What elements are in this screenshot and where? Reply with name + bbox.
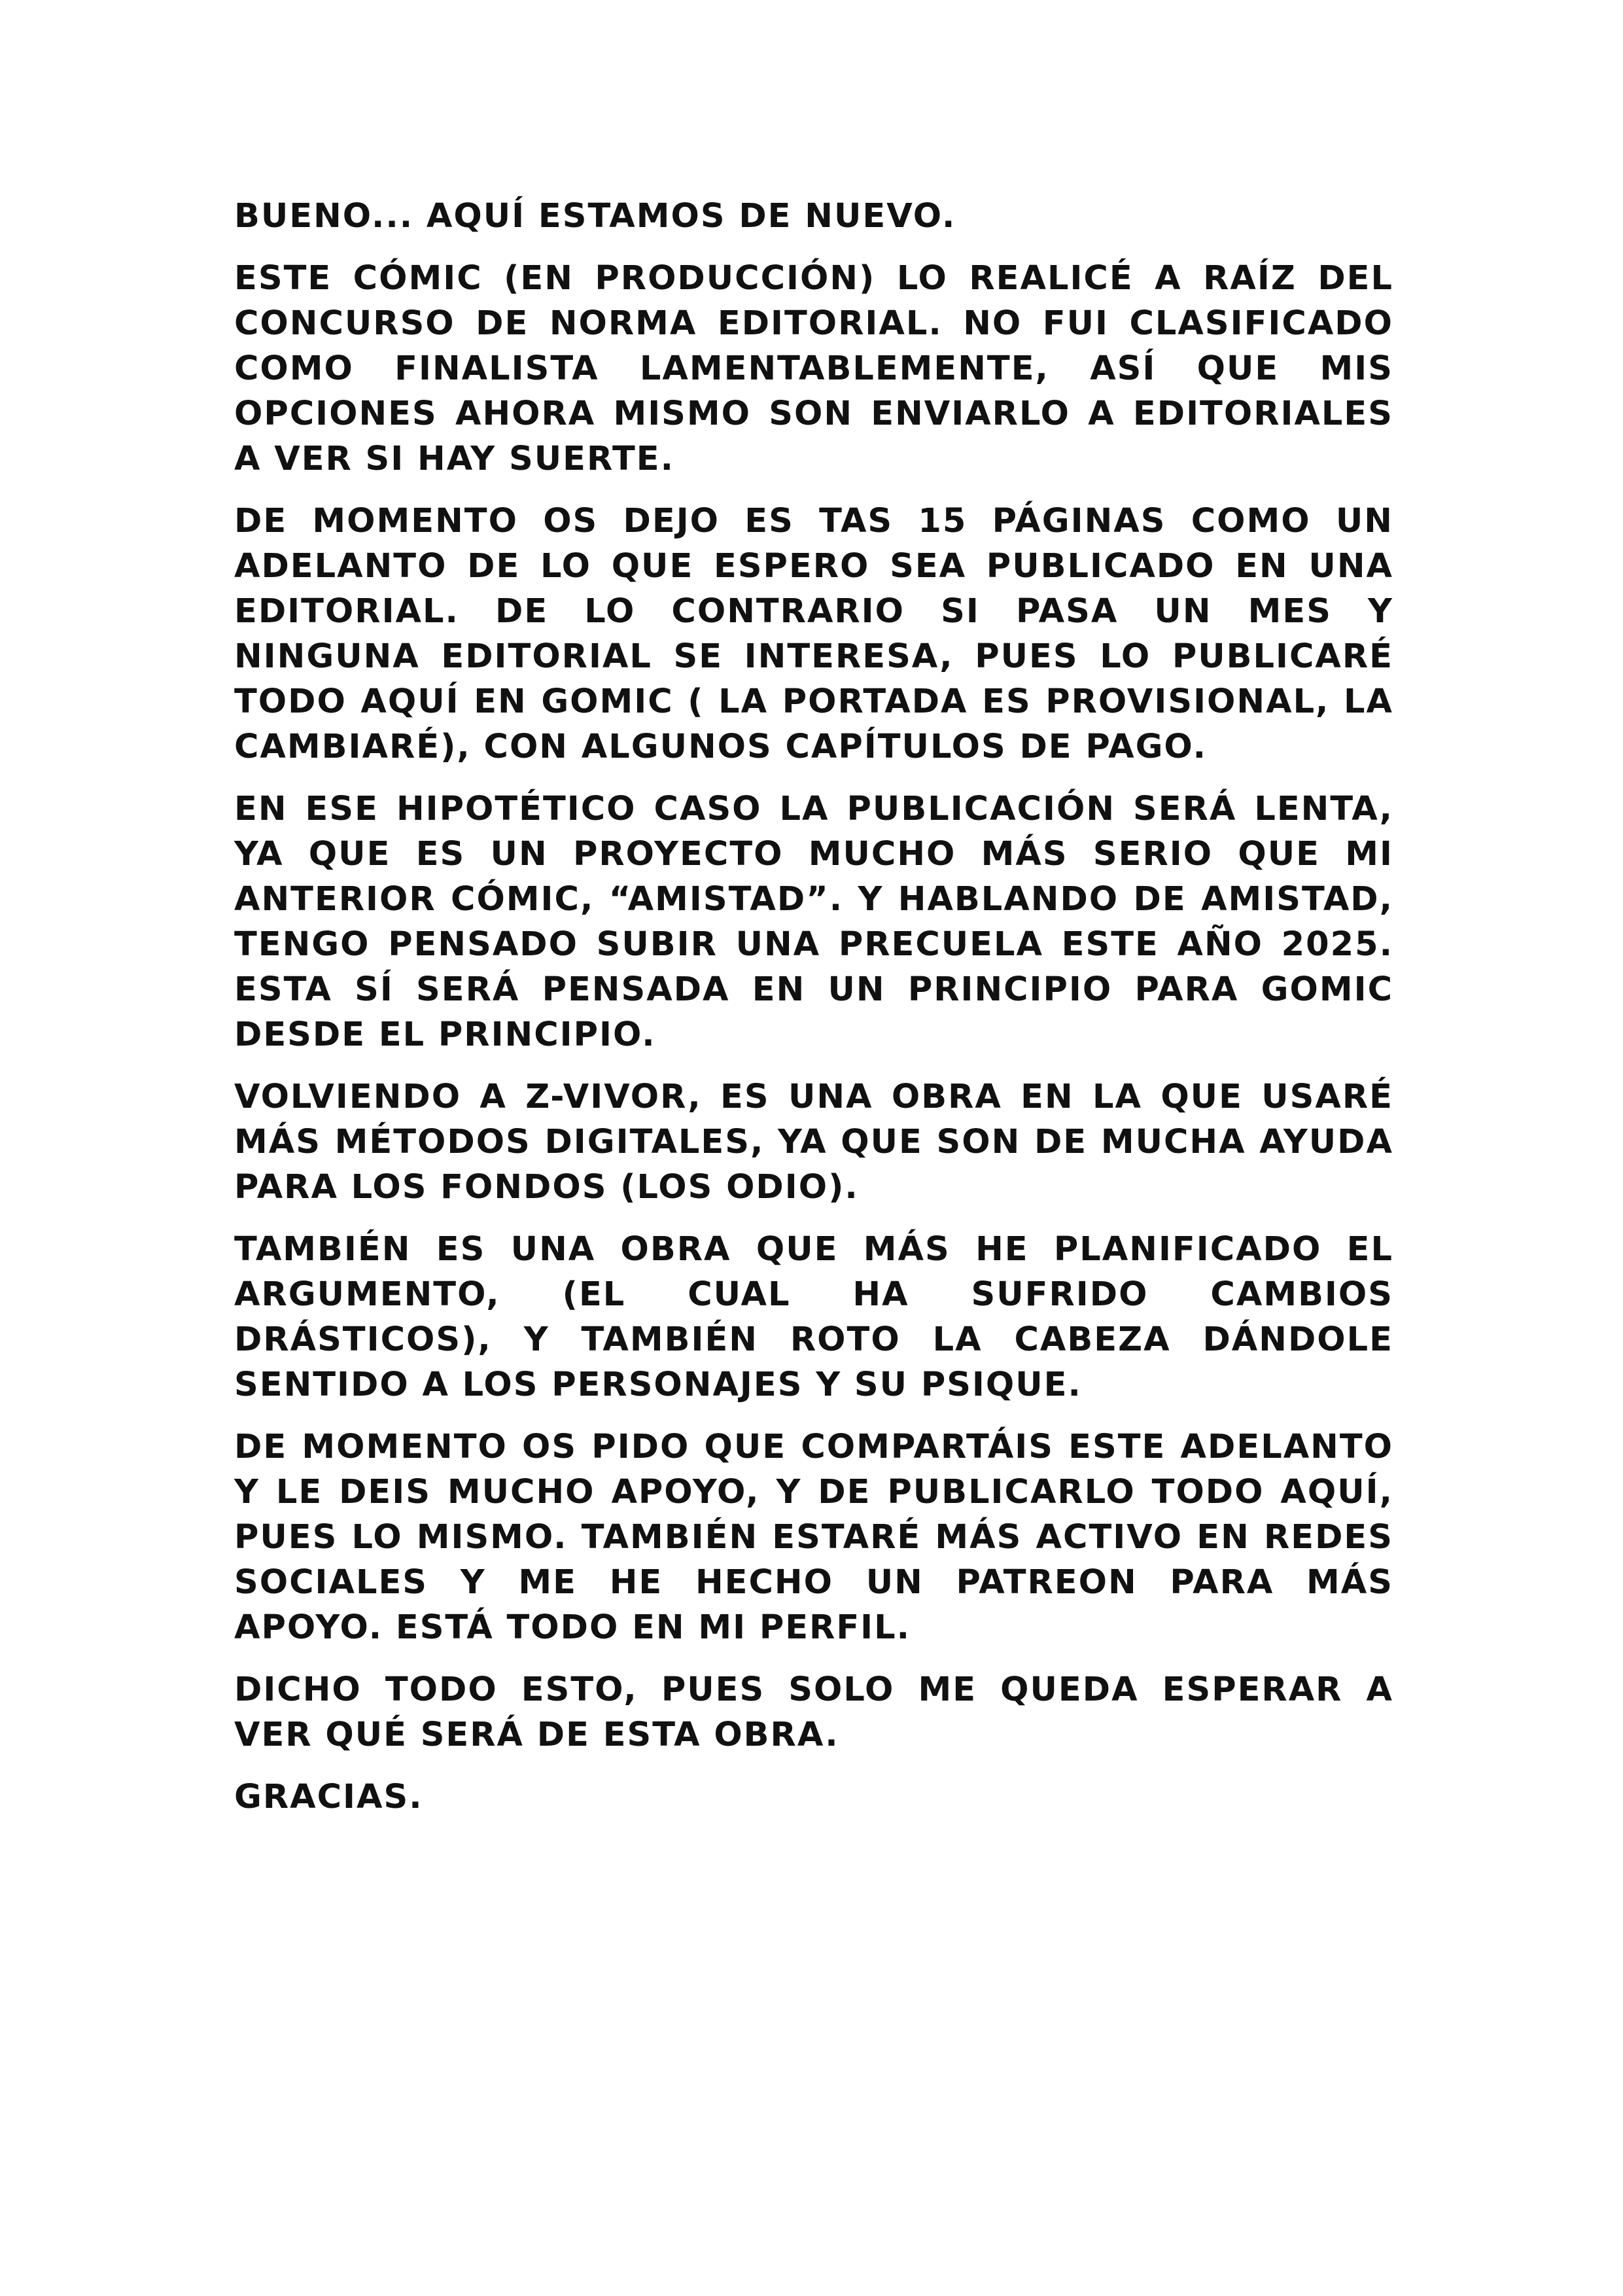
paragraph-support: DE MOMENTO OS PIDO QUE COMPARTÁIS ESTE ADELANTO Y LE DEIS MUCHO APOYO, Y DE PUBLICARLO TODO AQUÍ, PUES LO MISMO. TAMBIÉN ESTARÉ MÁS ACTIVO EN REDES SOCIALES Y ME HE HECHO UN PATREON PARA MÁS APOYO. ESTÁ TODO EN MI PERFIL. [234, 1428, 1393, 1647]
paragraph-closing: DICHO TODO ESTO, PUES SOLO ME QUEDA ESPERAR A VER QUÉ SERÁ DE ESTA OBRA. [234, 1670, 1393, 1754]
paragraph-contest: ESTE CÓMIC (EN PRODUCCIÓN) LO REALICÉ A RAÍZ DEL CONCURSO DE NORMA EDITORIAL. NO FUI CLASIFICADO COMO FINALISTA LAMENTABLEMENTE, ASÍ QUE MIS OPCIONES AHORA MISMO SON ENVIARLO A EDITORIALES A VER SI HAY SUERTE. [234, 259, 1393, 478]
paragraph-greeting: BUENO... AQUÍ ESTAMOS DE NUEVO. [234, 197, 956, 236]
paragraph-planning: TAMBIÉN ES UNA OBRA QUE MÁS HE PLANIFICADO EL ARGUMENTO, (EL CUAL HA SUFRIDO CAMBIOS DRÁSTICOS), Y TAMBIÉN ROTO LA CABEZA DÁNDOLE SENTIDO A LOS PERSONAJES Y SU PSIQUE. [234, 1230, 1393, 1404]
paragraph-digital-methods: VOLVIENDO A Z-VIVOR, ES UNA OBRA EN LA QUE USARÉ MÁS MÉTODOS DIGITALES, YA QUE SON DE MUCHA AYUDA PARA LOS FONDOS (LOS ODIO). [234, 1078, 1393, 1207]
letter-body [234, 194, 1393, 1837]
paragraph-preview: DE MOMENTO OS DEJO ES TAS 15 PÁGINAS COMO UN ADELANTO DE LO QUE ESPERO SEA PUBLICADO EN UNA EDITORIAL. DE LO CONTRARIO SI PASA UN MES Y NINGUNA EDITORIAL SE INTERESA, PUES LO PUBLICARÉ TODO AQUÍ EN GOMIC ( LA PORTADA ES PROVISIONAL, LA CAMBIARÉ), CON ALGUNOS CAPÍTULOS DE PAGO. [234, 502, 1393, 766]
paragraph-hypothetical: EN ESE HIPOTÉTICO CASO LA PUBLICACIÓN SERÁ LENTA, YA QUE ES UN PROYECTO MUCHO MÁS SERIO QUE MI ANTERIOR CÓMIC, “AMISTAD”. Y HABLANDO DE AMISTAD, TENGO PENSADO SUBIR UNA PRECUELA ESTE AÑO 2025. ESTA SÍ SERÁ PENSADA EN UN PRINCIPIO PARA GOMIC DESDE EL PRINCIPIO. [234, 790, 1393, 1054]
paragraph-thanks: GRACIAS. [234, 1778, 423, 1816]
